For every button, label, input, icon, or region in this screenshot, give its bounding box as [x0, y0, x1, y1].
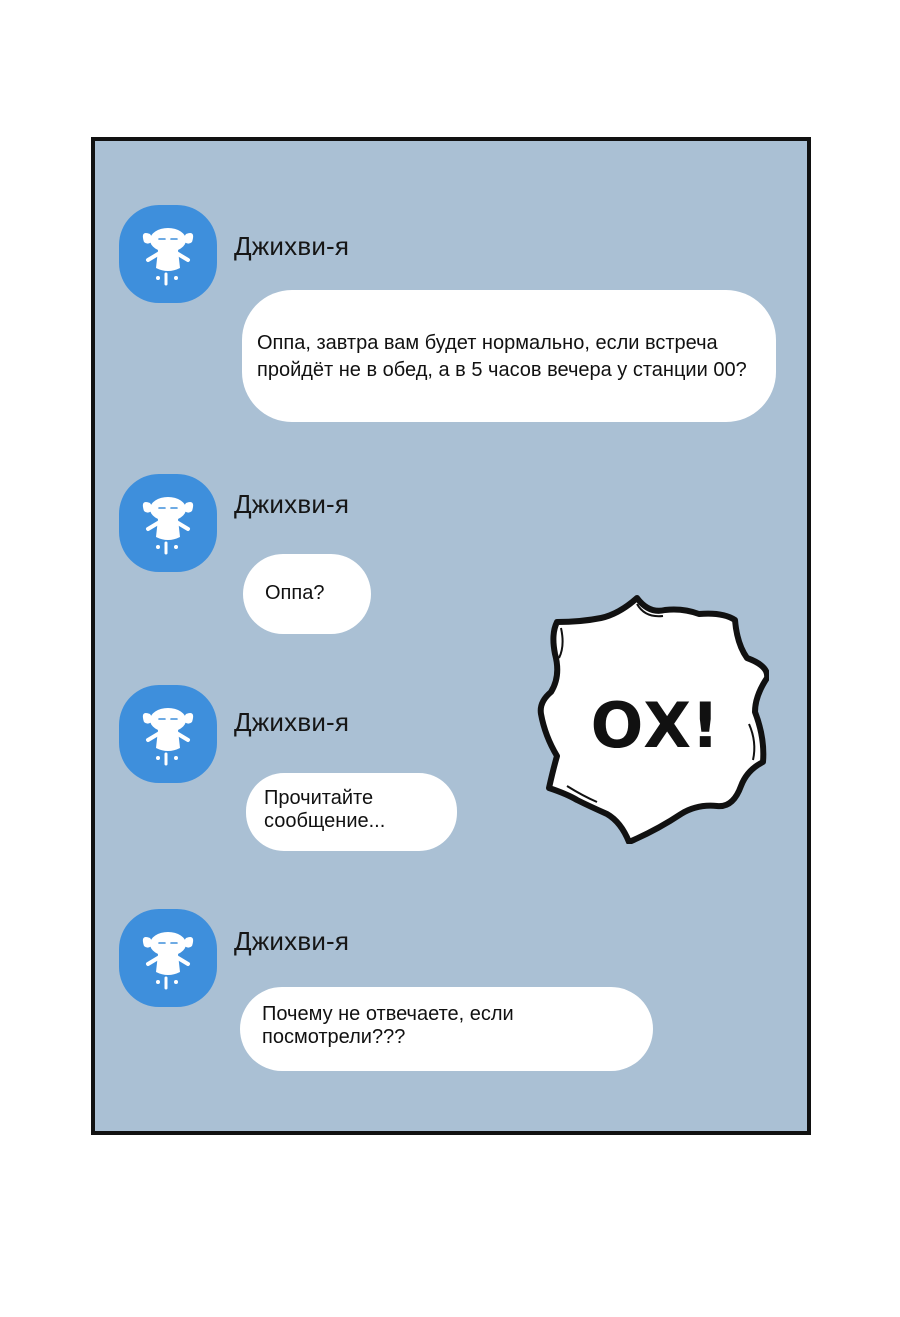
puppy-icon [138, 700, 198, 768]
avatar [119, 685, 217, 783]
message-bubble: Оппа, завтра вам будет нормально, если встреча пройдёт не в обед, а в 5 часов вечера у станции 00? [242, 290, 776, 422]
message-bubble: Оппа? [243, 554, 371, 634]
avatar [119, 474, 217, 572]
puppy-icon [138, 220, 198, 288]
message-bubble: Прочитайте сообщение... [246, 773, 457, 851]
avatar [119, 205, 217, 303]
avatar [119, 909, 217, 1007]
sender-name: Джихви-я [234, 926, 350, 956]
puppy-icon [138, 924, 198, 992]
sender-name: Джихви-я [234, 707, 350, 737]
sender-name: Джихви-я [234, 489, 350, 519]
sender-name: Джихви-я [234, 231, 350, 261]
exclamation-text: ОХ! [590, 689, 720, 762]
speech-burst-icon [537, 592, 769, 844]
message-bubble: Почему не отвечаете, если посмотрели??? [240, 987, 653, 1071]
puppy-icon [138, 489, 198, 557]
exclamation-burst [537, 592, 769, 844]
